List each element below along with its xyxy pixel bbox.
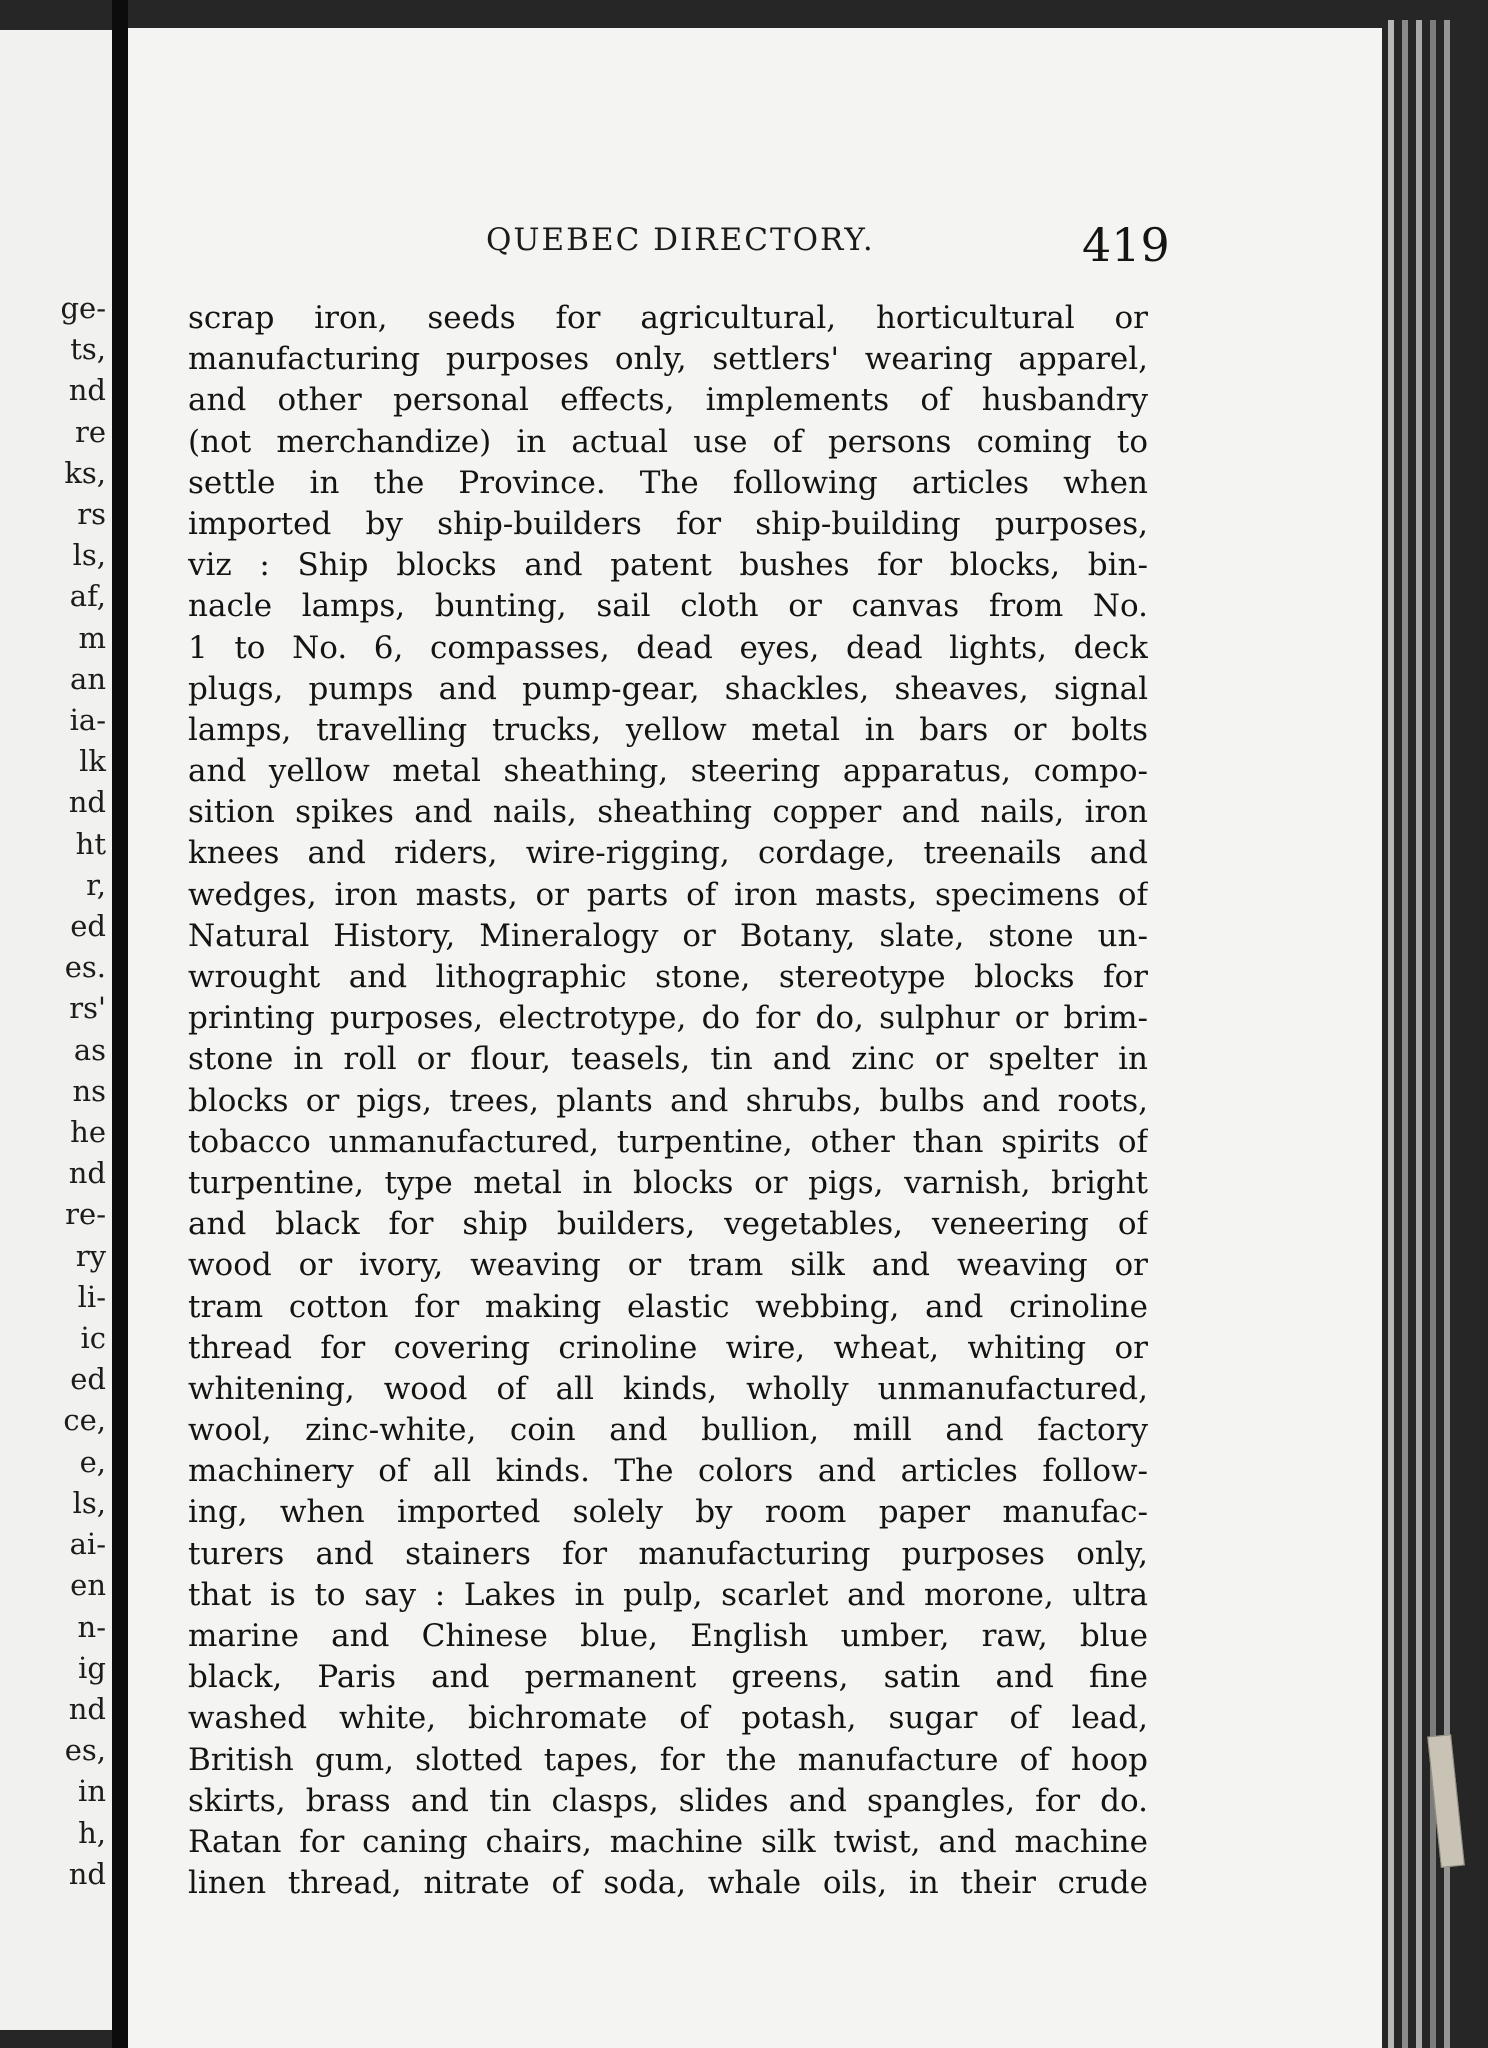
text-line: and other personal effects, implements of husbandry xyxy=(188,382,1148,419)
text-line: blocks or pigs, trees, plants and shrubs, bulbs and roots, xyxy=(188,1082,1148,1119)
text-line: whitening, wood of all kinds, wholly unmanufactured, xyxy=(188,1370,1148,1407)
text-line: sition spikes and nails, sheathing copper and nails, iron xyxy=(188,794,1148,831)
text-line: knees and riders, wire-rigging, cordage, treenails and xyxy=(188,835,1148,872)
left-page-line-ending: an xyxy=(70,661,106,696)
left-page-fragment xyxy=(0,30,112,2030)
text-line: imported by ship-builders for ship-building purposes, xyxy=(188,505,1148,542)
text-line: skirts, brass and tin clasps, slides and spangles, for do. xyxy=(188,1782,1148,1819)
left-page-line-ending: re xyxy=(74,414,106,449)
book-gutter xyxy=(112,0,128,2048)
text-line: linen thread, nitrate of soda, whale oils, in their crude xyxy=(188,1865,1148,1902)
text-line: thread for covering crinoline wire, wheat, whiting or xyxy=(188,1329,1148,1366)
left-page-line-ending: nd xyxy=(68,785,106,820)
text-line: viz : Ship blocks and patent bushes for blocks, bin- xyxy=(188,547,1148,584)
text-line: marine and Chinese blue, English umber, raw, blue xyxy=(188,1618,1148,1654)
left-page-line-ending: ed xyxy=(70,909,106,944)
left-page-line-endings xyxy=(60,288,106,1895)
left-page-line-ending: ce, xyxy=(63,1403,106,1438)
text-line: (not merchandize) in actual use of persons coming to xyxy=(188,423,1148,460)
left-page-line-ending: ic xyxy=(80,1321,106,1356)
left-page-line-ending: ls, xyxy=(72,538,106,573)
text-line: that is to say : Lakes in pulp, scarlet and morone, ultra xyxy=(188,1576,1148,1613)
text-line: washed white, bichromate of potash, sugar of lead, xyxy=(188,1700,1148,1737)
left-page-line-ending: m xyxy=(78,620,106,655)
text-line: ing, when imported solely by room paper manufac- xyxy=(188,1494,1148,1531)
left-page-line-ending: ts, xyxy=(70,332,106,367)
left-page-line-ending: ns xyxy=(72,1073,106,1108)
text-line: machinery of all kinds. The colors and articles follow- xyxy=(188,1453,1148,1490)
left-page-line-ending: nd xyxy=(68,373,106,408)
left-page-line-ending: ls, xyxy=(72,1485,106,1520)
left-page-line-ending: e, xyxy=(79,1444,106,1479)
left-page-line-ending: ht xyxy=(75,826,106,861)
left-page-line-ending: n- xyxy=(77,1609,106,1644)
left-page-line-ending: as xyxy=(73,1032,106,1067)
left-page-line-ending: es, xyxy=(64,1733,106,1768)
left-page-line-ending: es. xyxy=(64,950,106,985)
left-page-line-ending: ks, xyxy=(64,455,106,490)
text-line: and yellow metal sheathing, steering apparatus, compo- xyxy=(188,753,1148,790)
left-page-line-ending: nd xyxy=(68,1856,106,1891)
text-line: turpentine, type metal in blocks or pigs, varnish, bright xyxy=(188,1164,1148,1201)
page-edge xyxy=(1388,20,1394,2048)
left-page-line-ending: r, xyxy=(86,867,106,902)
left-page-line-ending: h, xyxy=(78,1815,106,1850)
left-page-line-ending: ry xyxy=(75,1238,106,1273)
text-line: plugs, pumps and pump-gear, shackles, sheaves, signal xyxy=(188,670,1148,707)
text-line: lamps, travelling trucks, yellow metal in bars or bolts xyxy=(188,711,1148,748)
text-line: British gum, slotted tapes, for the manufacture of hoop xyxy=(188,1741,1148,1778)
page-edge xyxy=(1416,20,1422,2048)
running-title: QUEBEC DIRECTORY. xyxy=(486,222,875,258)
text-line: wrought and lithographic stone, stereotype blocks for xyxy=(188,959,1148,995)
left-page-line-ending: ia- xyxy=(69,703,106,738)
left-page-line-ending: re- xyxy=(65,1197,106,1232)
left-page-line-ending: ai- xyxy=(69,1527,106,1562)
left-page-line-ending: lk xyxy=(79,744,106,779)
left-page-line-ending: rs' xyxy=(69,991,106,1026)
text-line: Natural History, Mineralogy or Botany, slate, stone un- xyxy=(188,917,1148,954)
text-line: tram cotton for making elastic webbing, and crinoline xyxy=(188,1288,1148,1325)
text-line: nacle lamps, bunting, sail cloth or canvas from No. xyxy=(188,588,1148,625)
text-line: printing purposes, electrotype, do for do, sulphur or brim- xyxy=(188,1000,1148,1037)
text-line: turers and stainers for manufacturing purposes only, xyxy=(188,1535,1148,1572)
page-body-text xyxy=(188,298,1148,1904)
text-line: scrap iron, seeds for agricultural, horticultural or xyxy=(188,300,1148,336)
left-page-line-ending: li- xyxy=(77,1279,106,1314)
text-line: wood or ivory, weaving or tram silk and weaving or xyxy=(188,1247,1148,1284)
page-edge xyxy=(1402,20,1408,2048)
text-line: Ratan for caning chairs, machine silk twist, and machine xyxy=(188,1823,1148,1860)
text-line: and black for ship builders, vegetables, veneering of xyxy=(188,1206,1148,1243)
text-line: settle in the Province. The following articles when xyxy=(188,464,1148,501)
left-page-line-ending: rs xyxy=(77,497,106,532)
left-page-line-ending: nd xyxy=(68,1691,106,1726)
left-page-line-ending: en xyxy=(70,1568,106,1603)
left-page-line-ending: af, xyxy=(69,579,106,614)
left-page-line-ending: nd xyxy=(68,1156,106,1191)
text-line: tobacco unmanufactured, turpentine, other than spirits of xyxy=(188,1123,1148,1160)
page-number: 419 xyxy=(1082,218,1170,272)
text-line: black, Paris and permanent greens, satin and fine xyxy=(188,1659,1148,1696)
text-line: manufacturing purposes only, settlers' wearing apparel, xyxy=(188,341,1148,378)
left-page-line-ending: in xyxy=(78,1774,106,1809)
text-line: 1 to No. 6, compasses, dead eyes, dead lights, deck xyxy=(188,629,1148,666)
left-page-line-ending: he xyxy=(70,1115,106,1150)
left-page-line-ending: ge- xyxy=(60,291,106,325)
text-line: stone in roll or flour, teasels, tin and zinc or spelter in xyxy=(188,1041,1148,1078)
text-line: wool, zinc-white, coin and bullion, mill and factory xyxy=(188,1412,1148,1449)
text-line: wedges, iron masts, or parts of iron masts, specimens of xyxy=(188,876,1148,913)
left-page-line-ending: ed xyxy=(70,1362,106,1397)
left-page-line-ending: ig xyxy=(78,1650,106,1685)
